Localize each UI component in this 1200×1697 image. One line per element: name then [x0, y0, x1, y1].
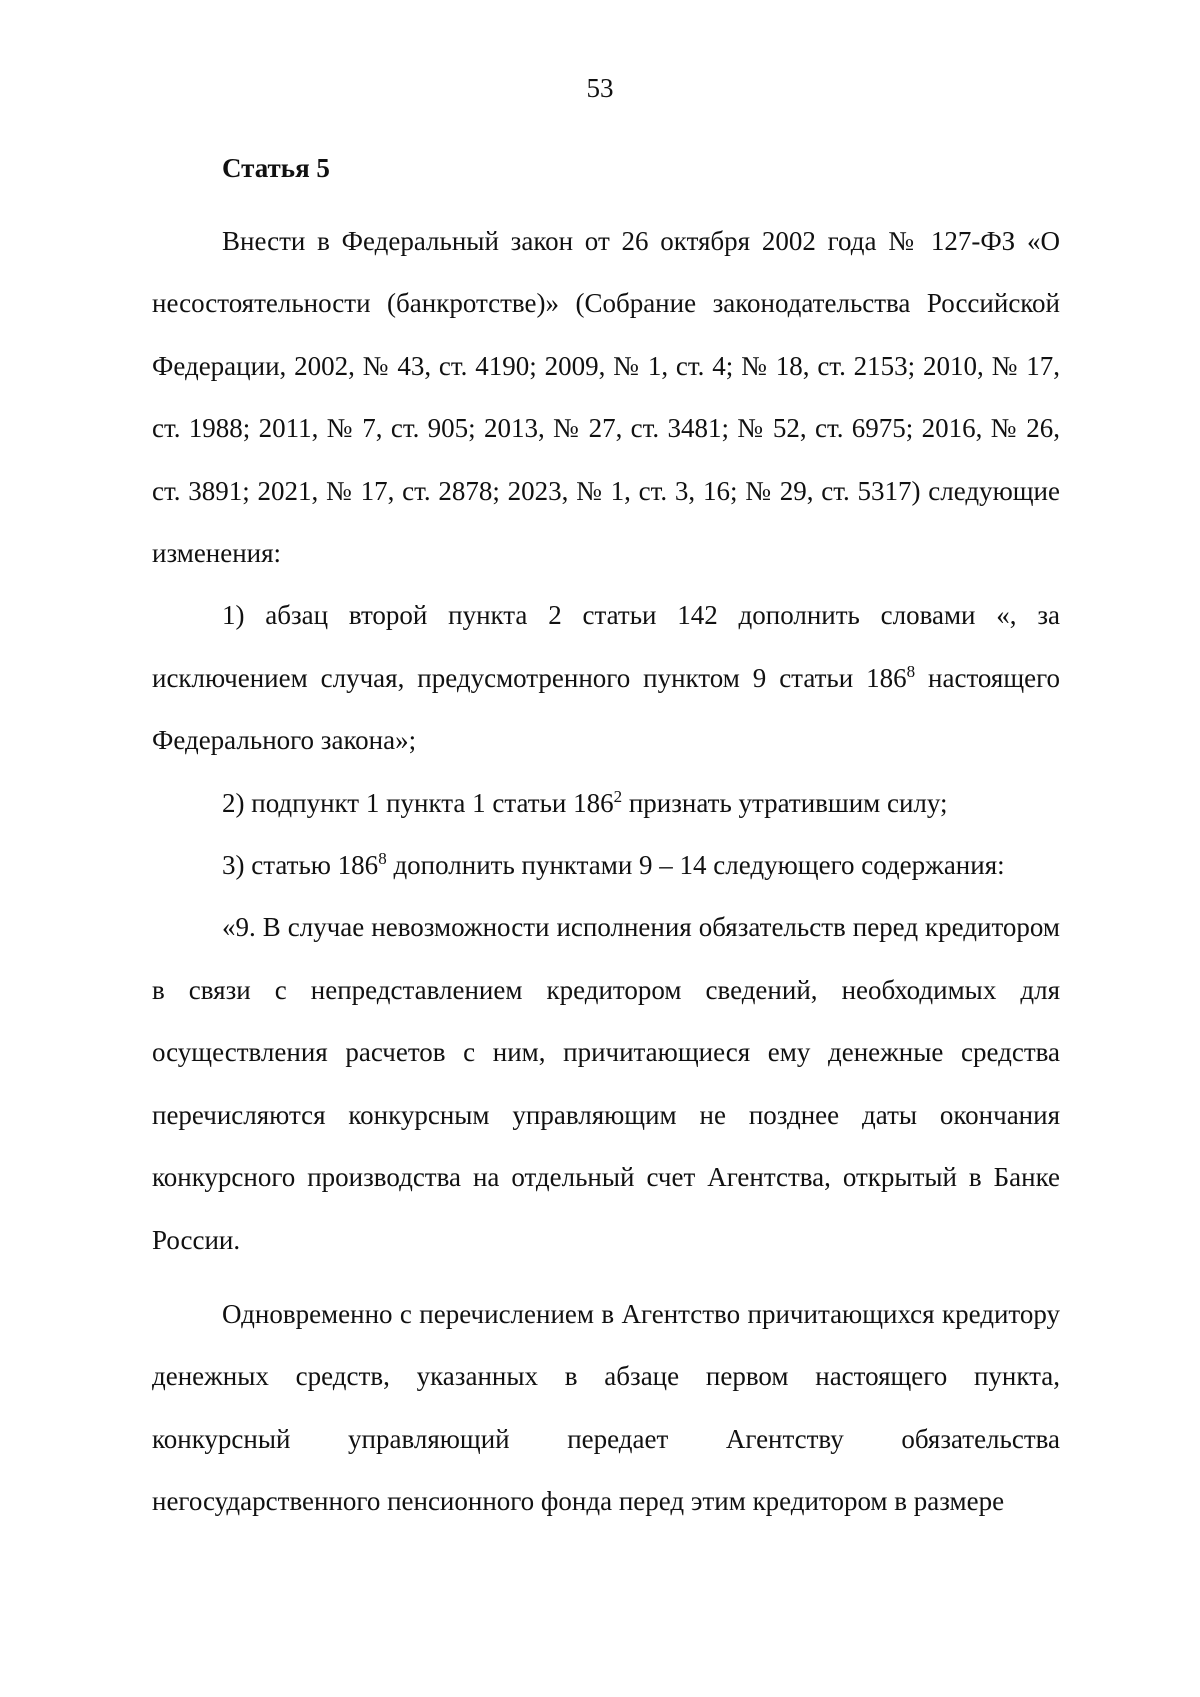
superscript-index: 8 — [378, 849, 387, 869]
article-heading: Статья 5 — [222, 153, 330, 183]
paragraph-item-3-text-a: 3) статью 186 — [222, 850, 379, 881]
superscript-index: 8 — [906, 661, 916, 681]
paragraph-intro: Внести в Федеральный закон от 26 октября 2002 года № 127-ФЗ «О несостоятельности (банкротстве)» (Собрание законодательства Российской Федерации, 2002, № 43, ст. 4190; 2009, № 1, ст. 4; № 18, ст. 2153; 2010, № 17, ст. 1988; 2011, № 7, ст. 905; 2013, № 27, ст. 3481; № 52, ст. 6975; 2016, № 26, ст. 3891; 2021, № 17, ст. 2878; 2023, № 1, ст. 3, 16; № 29, ст. 5317) следующие изменения: — [152, 226, 1060, 569]
paragraph-item-3 — [152, 834, 1060, 896]
superscript-index: 2 — [613, 786, 623, 806]
paragraph-item-1-text-a: 1) абзац второй пункта 2 статьи 142 дополнить словами «, за исключением случая, предусмотренного пунктом 9 статьи 186 — [152, 600, 1060, 693]
paragraph-item-1 — [152, 584, 1060, 771]
article-body — [152, 210, 1060, 1533]
paragraph-item-2-text-a: 2) подпункт 1 пункта 1 статьи 186 — [222, 787, 614, 818]
paragraph-item-3-text-b: дополнить пунктами 9 – 14 следующего содержания: — [386, 850, 1005, 881]
paragraph-clause-9: «9. В случае невозможности исполнения обязательств перед кредитором в связи с непредставлением кредитором сведений, необходимых для осуществления расчетов с ним, причитающиеся ему денежные средства перечисляются конкурсным управляющим не позднее даты окончания конкурсного производства на отдельный счет Агентства, открытый в Банке России. — [152, 912, 1060, 1255]
paragraph-item-1-text-b: настоящего Федерального закона»; — [152, 662, 1060, 756]
paragraph-item-2 — [152, 772, 1060, 834]
paragraph-clause-9-continued: Одновременно с перечислением в Агентство причитающихся кредитору денежных средств, указанных в абзаце первом настоящего пункта, конкурсный управляющий передает Агентству обязательства негосударственного пенсионного фонда перед этим кредитором в размере — [152, 1298, 1060, 1517]
paragraph-item-2-text-b: признать утратившим силу; — [622, 787, 948, 818]
page-number: 53 — [586, 73, 614, 103]
